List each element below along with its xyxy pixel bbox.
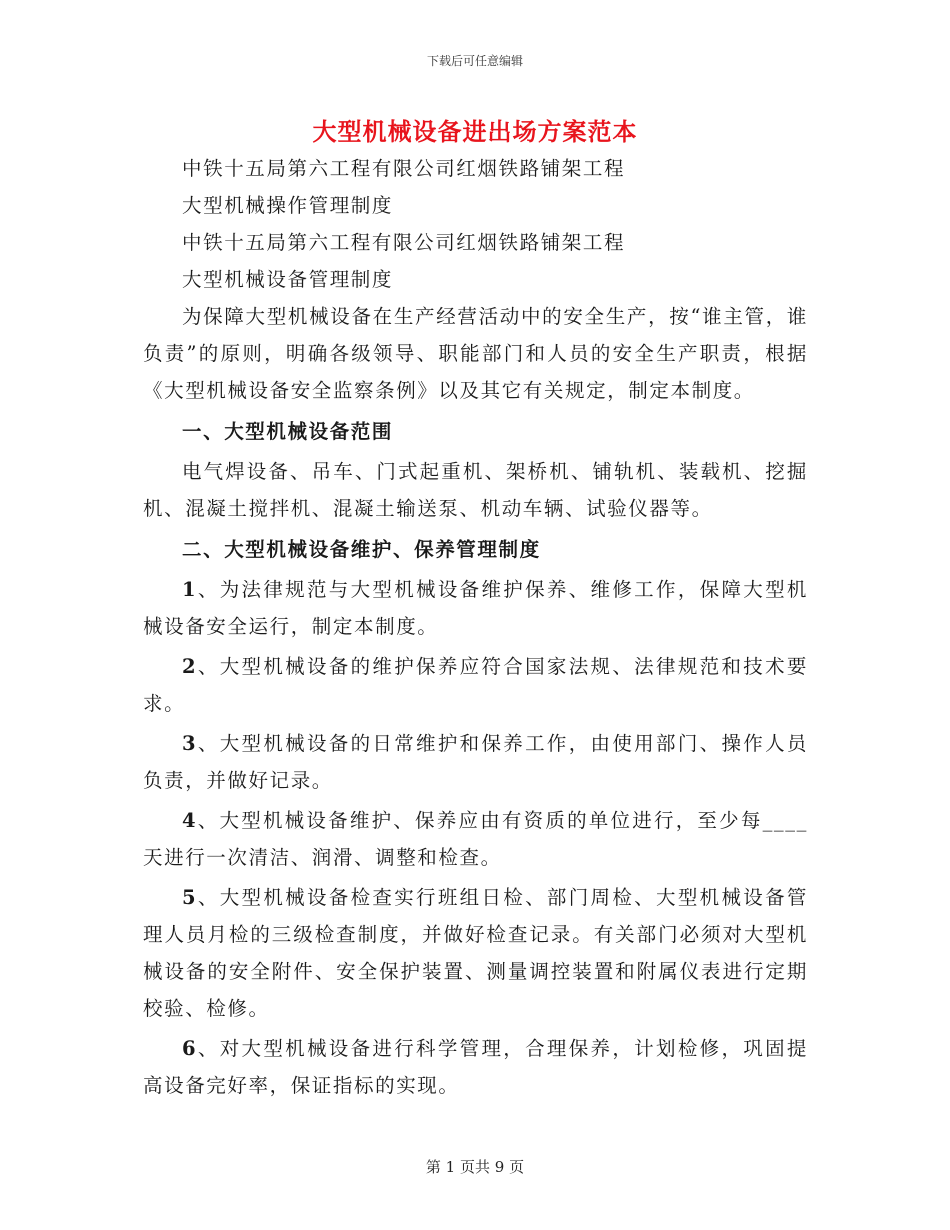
subtitle-line: 大型机械操作管理制度 xyxy=(182,194,394,217)
section-heading: 一、大型机械设备范围 xyxy=(182,420,394,443)
numbered-item: 2、大型机械设备的维护保养应符合国家法规、法律规范和技术要求。 xyxy=(143,655,808,715)
project-name-line: 中铁十五局第六工程有限公司红烟铁路铺架工程 xyxy=(182,157,626,180)
numbered-item: 1、为法律规范与大型机械设备维护保养、维修工作，保障大型机械设备安全运行，制定本制度。 xyxy=(143,578,808,638)
numbered-item: 6、对大型机械设备进行科学管理，合理保养，计划检修，巩固提高设备完好率，保证指标的实现。 xyxy=(143,1037,808,1097)
item-number: 2 xyxy=(182,655,198,678)
intro-paragraph: 为保障大型机械设备在生产经营活动中的安全生产，按“谁主管，谁负责”的原则，明确各级领导、职能部门和人员的安全生产职责，根据《大型机械设备安全监察条例》以及其它有关规定，制定本制度。 xyxy=(143,305,808,402)
document-title: 大型机械设备进出场方案范本 xyxy=(312,117,638,146)
item-number: 1 xyxy=(182,578,198,601)
item-number: 6 xyxy=(182,1037,198,1060)
body-paragraph: 电气焊设备、吊车、门式起重机、架桥机、铺轨机、装载机、挖掘机、混凝土搅拌机、混凝土输送泵、机动车辆、试验仪器等。 xyxy=(143,460,808,520)
numbered-item: 4、大型机械设备维护、保养应由有资质的单位进行，至少每____天进行一次清洁、润滑、调整和检查。 xyxy=(143,809,808,869)
page-footer: 第 1 页共 9 页 xyxy=(425,1158,525,1176)
numbered-item: 3、大型机械设备的日常维护和保养工作，由使用部门、操作人员负责，并做好记录。 xyxy=(143,732,808,792)
section-heading: 二、大型机械设备维护、保养管理制度 xyxy=(182,538,541,561)
project-name-line: 中铁十五局第六工程有限公司红烟铁路铺架工程 xyxy=(182,231,626,254)
item-number: 3 xyxy=(182,732,198,755)
document-body xyxy=(143,150,808,1104)
numbered-item: 5、大型机械设备检查实行班组日检、部门周检、大型机械设备管理人员月检的三级检查制度，并做好检查记录。有关部门必须对大型机械设备的安全附件、安全保护装置、测量调控装置和附属仪表进行定期校验、检修。 xyxy=(143,886,808,1020)
item-number: 4 xyxy=(182,809,198,832)
subtitle-line: 大型机械设备管理制度 xyxy=(182,268,394,291)
item-number: 5 xyxy=(182,886,198,909)
page-header: 下载后可任意编辑 xyxy=(426,54,523,68)
